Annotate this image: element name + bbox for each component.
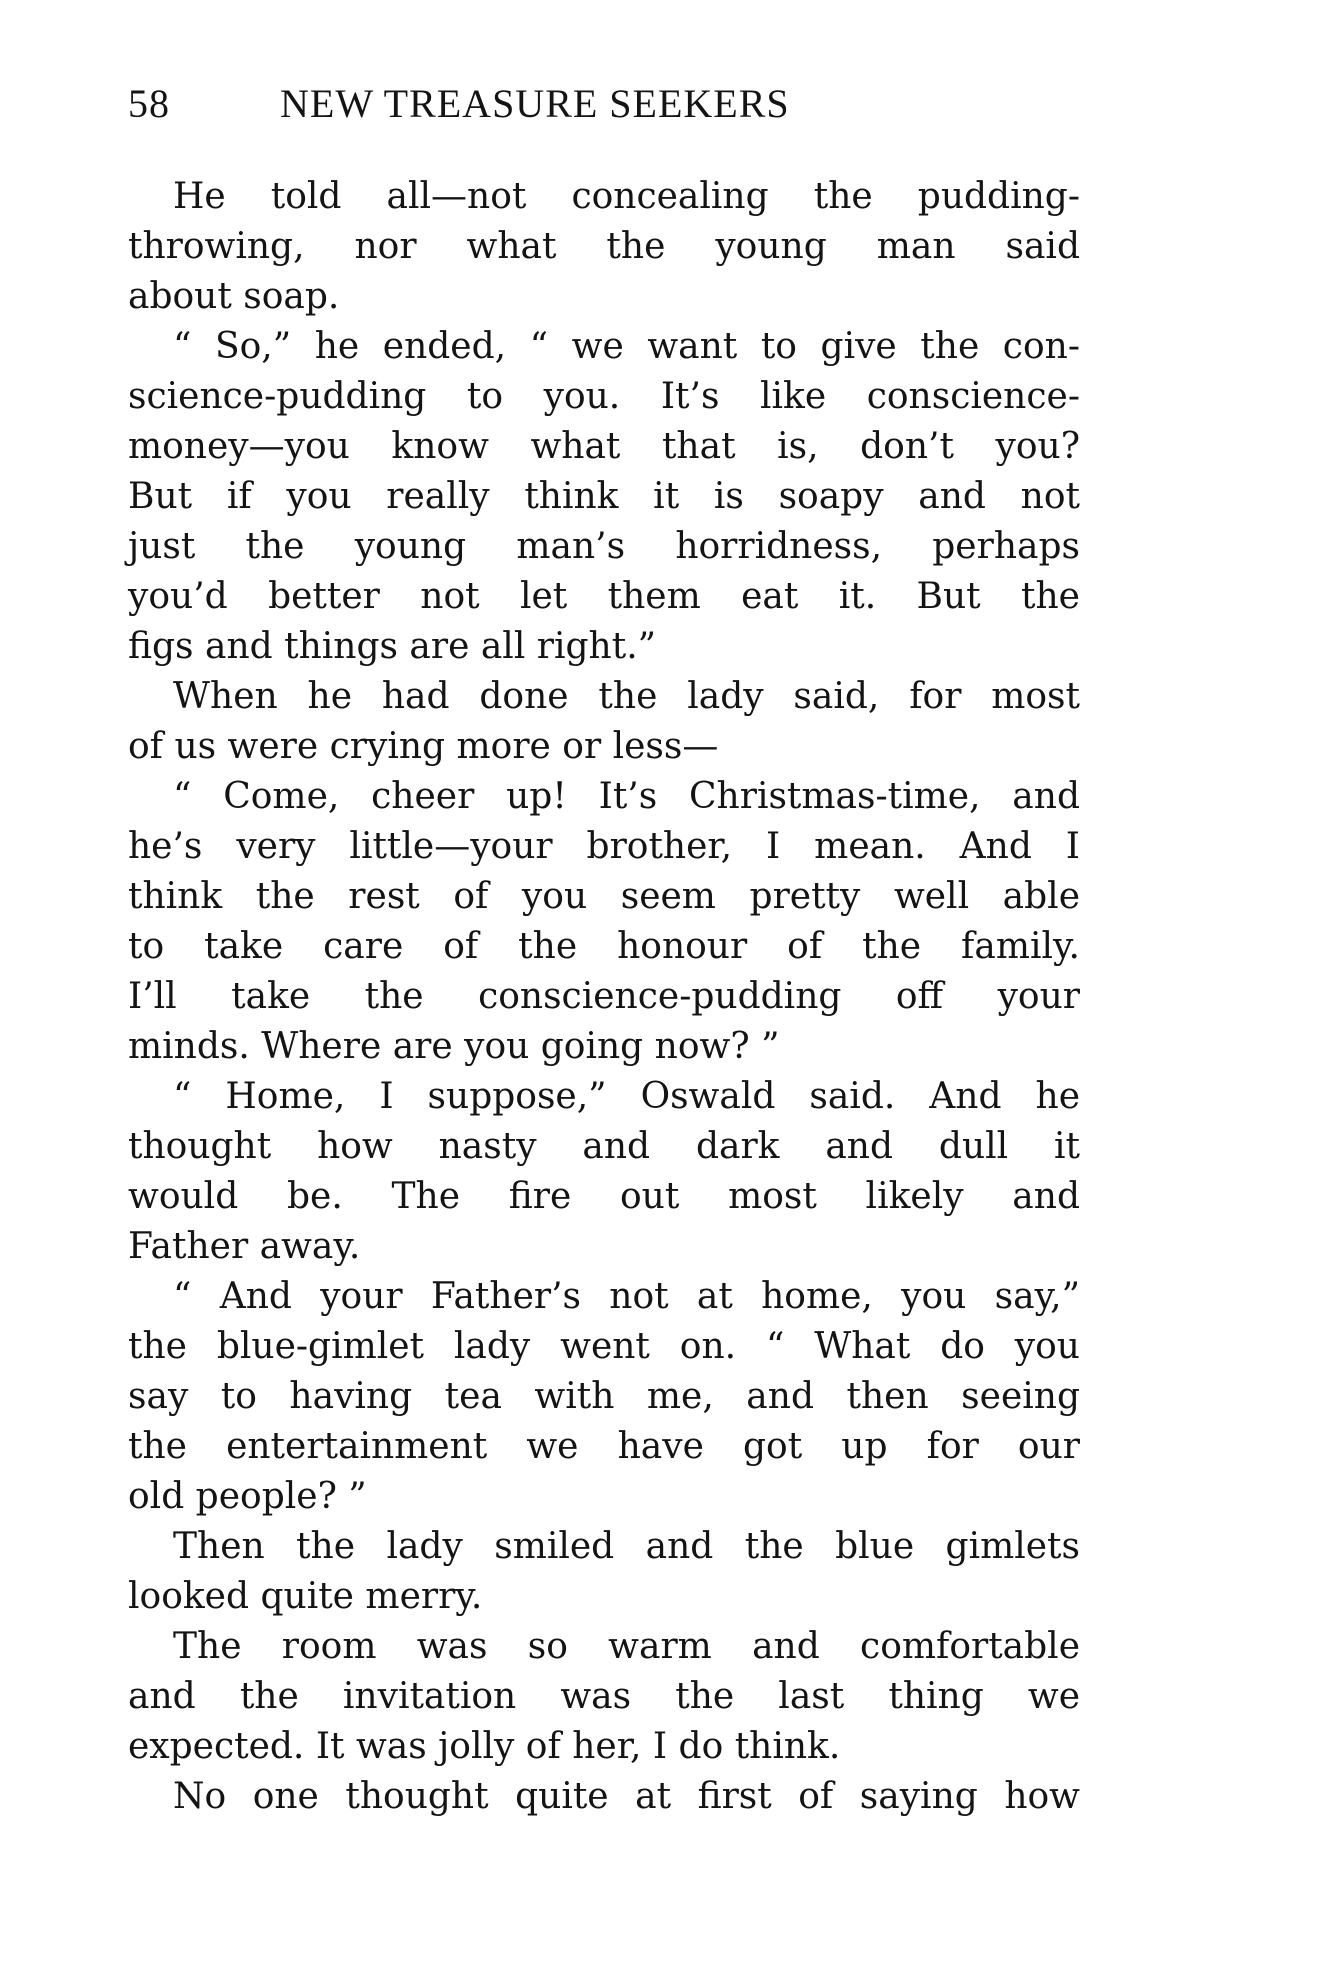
text-line: figs and things are all right.” bbox=[128, 626, 657, 667]
page-header bbox=[128, 74, 948, 134]
text-line: old people? ” bbox=[128, 1476, 367, 1517]
text-line: about soap. bbox=[128, 276, 340, 317]
text-line: He told all—not concealing the pudding- bbox=[173, 176, 1080, 217]
text-line: looked quite merry. bbox=[128, 1576, 483, 1617]
body-text bbox=[128, 172, 1080, 1822]
text-line: thought how nasty and dark and dull it bbox=[128, 1126, 1080, 1167]
text-line: would be. The fire out most likely and bbox=[128, 1176, 1080, 1217]
text-line: the blue-gimlet lady went on. “ What do you bbox=[128, 1326, 1080, 1367]
text-line: expected. It was jolly of her, I do think. bbox=[128, 1726, 841, 1767]
text-line: of us were crying more or less— bbox=[128, 726, 719, 767]
text-line: the entertainment we have got up for our bbox=[128, 1426, 1080, 1467]
text-line: and the invitation was the last thing we bbox=[128, 1676, 1080, 1717]
text-line: minds. Where are you going now? ” bbox=[128, 1026, 780, 1067]
text-line: “ And your Father’s not at home, you say,” bbox=[173, 1276, 1080, 1317]
text-line: Father away. bbox=[128, 1226, 361, 1267]
text-line: “ So,” he ended, “ we want to give the con- bbox=[173, 326, 1080, 367]
text-line: think the rest of you seem pretty well able bbox=[128, 876, 1080, 917]
text-line: Then the lady smiled and the blue gimlets bbox=[173, 1526, 1080, 1567]
text-line: I’ll take the conscience-pudding off your bbox=[128, 976, 1080, 1017]
text-line: throwing, nor what the young man said bbox=[128, 226, 1080, 267]
text-line: “ Come, cheer up! It’s Christmas-time, and bbox=[173, 776, 1080, 817]
text-line: The room was so warm and comfortable bbox=[173, 1626, 1080, 1667]
text-line: he’s very little—your brother, I mean. And I bbox=[128, 826, 1080, 867]
text-line: “ Home, I suppose,” Oswald said. And he bbox=[173, 1076, 1080, 1117]
text-line: you’d better not let them eat it. But the bbox=[128, 576, 1080, 617]
text-line: just the young man’s horridness, perhaps bbox=[128, 526, 1080, 567]
text-line: to take care of the honour of the family. bbox=[128, 926, 1080, 967]
text-line: When he had done the lady said, for most bbox=[173, 676, 1080, 717]
page-number: 58 bbox=[128, 81, 170, 126]
text-line: say to having tea with me, and then seeing bbox=[128, 1376, 1080, 1417]
running-title: NEW TREASURE SEEKERS bbox=[280, 81, 790, 126]
text-line: But if you really think it is soapy and not bbox=[128, 476, 1080, 517]
text-line: No one thought quite at first of saying how bbox=[173, 1776, 1080, 1817]
text-line: science-pudding to you. It’s like conscience- bbox=[128, 376, 1080, 417]
text-line: money—you know what that is, don’t you? bbox=[128, 426, 1080, 467]
